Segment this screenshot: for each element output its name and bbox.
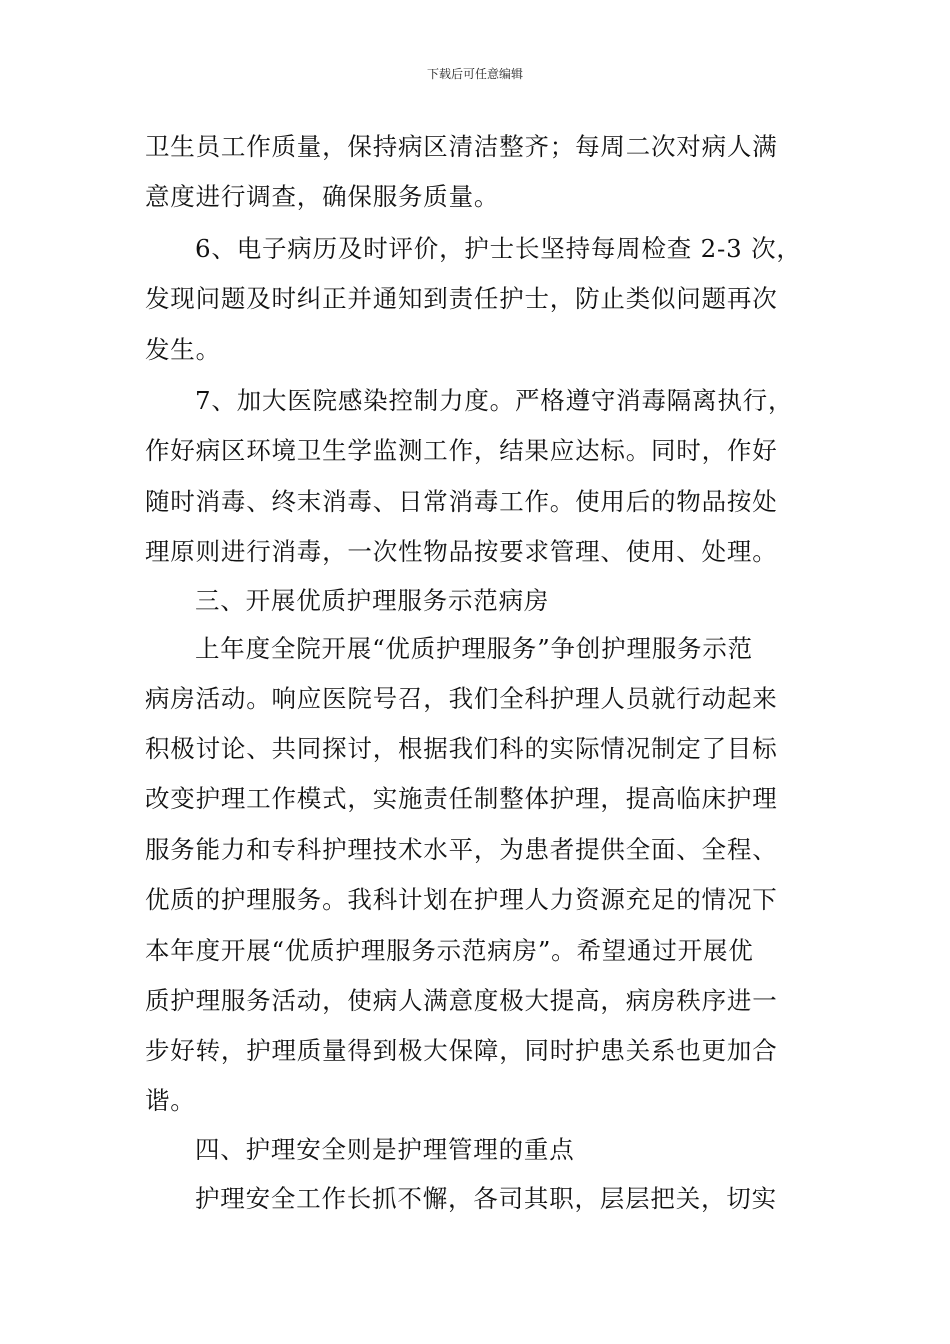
text-line: 作好病区环境卫生学监测工作，结果应达标。同时，作好 [145, 436, 778, 465]
text-line: 上年度全院开展“优质护理服务”争创护理服务示范 [195, 634, 753, 663]
text-line: 护理安全工作长抓不懈，各司其职，层层把关，切实 [195, 1184, 777, 1213]
text-line: 谐。 [145, 1086, 196, 1115]
section-heading: 四、护理安全则是护理管理的重点 [195, 1135, 575, 1164]
text-line: 7、加大医院感染控制力度。严格遵守消毒隔离执行， [195, 386, 794, 415]
text-line: 病房活动。响应医院号召，我们全科护理人员就行动起来 [145, 684, 778, 713]
text-line: 随时消毒、终末消毒、日常消毒工作。使用后的物品按处 [145, 487, 778, 516]
text-line: 改变护理工作模式，实施责任制整体护理，提高临床护理 [145, 784, 778, 813]
text-line: 本年度开展“优质护理服务示范病房”。希望通过开展优 [145, 936, 754, 965]
text-line: 理原则进行消毒，一次性物品按要求管理、使用、处理。 [145, 537, 778, 566]
text-line: 优质的护理服务。我科计划在护理人力资源充足的情况下 [145, 885, 778, 914]
text-line: 质护理服务活动，使病人满意度极大提高，病房秩序进一 [145, 986, 778, 1015]
page-header-note: 下载后可任意编辑 [426, 67, 523, 81]
text-line: 服务能力和专科护理技术水平，为患者提供全面、全程、 [145, 835, 778, 864]
text-line: 发生。 [145, 335, 221, 364]
text-line: 步好转，护理质量得到极大保障，同时护患关系也更加合 [145, 1036, 778, 1065]
text-line: 6、电子病历及时评价，护士长坚持每周检查 2-3 次， [195, 234, 802, 263]
text-line: 卫生员工作质量，保持病区清洁整齐；每周二次对病人满 [145, 132, 778, 161]
text-line: 积极讨论、共同探讨，根据我们科的实际情况制定了目标 [145, 734, 778, 763]
text-line: 发现问题及时纠正并通知到责任护士，防止类似问题再次 [145, 284, 778, 313]
text-line: 意度进行调查，确保服务质量。 [145, 182, 500, 211]
section-heading: 三、开展优质护理服务示范病房 [195, 586, 550, 615]
